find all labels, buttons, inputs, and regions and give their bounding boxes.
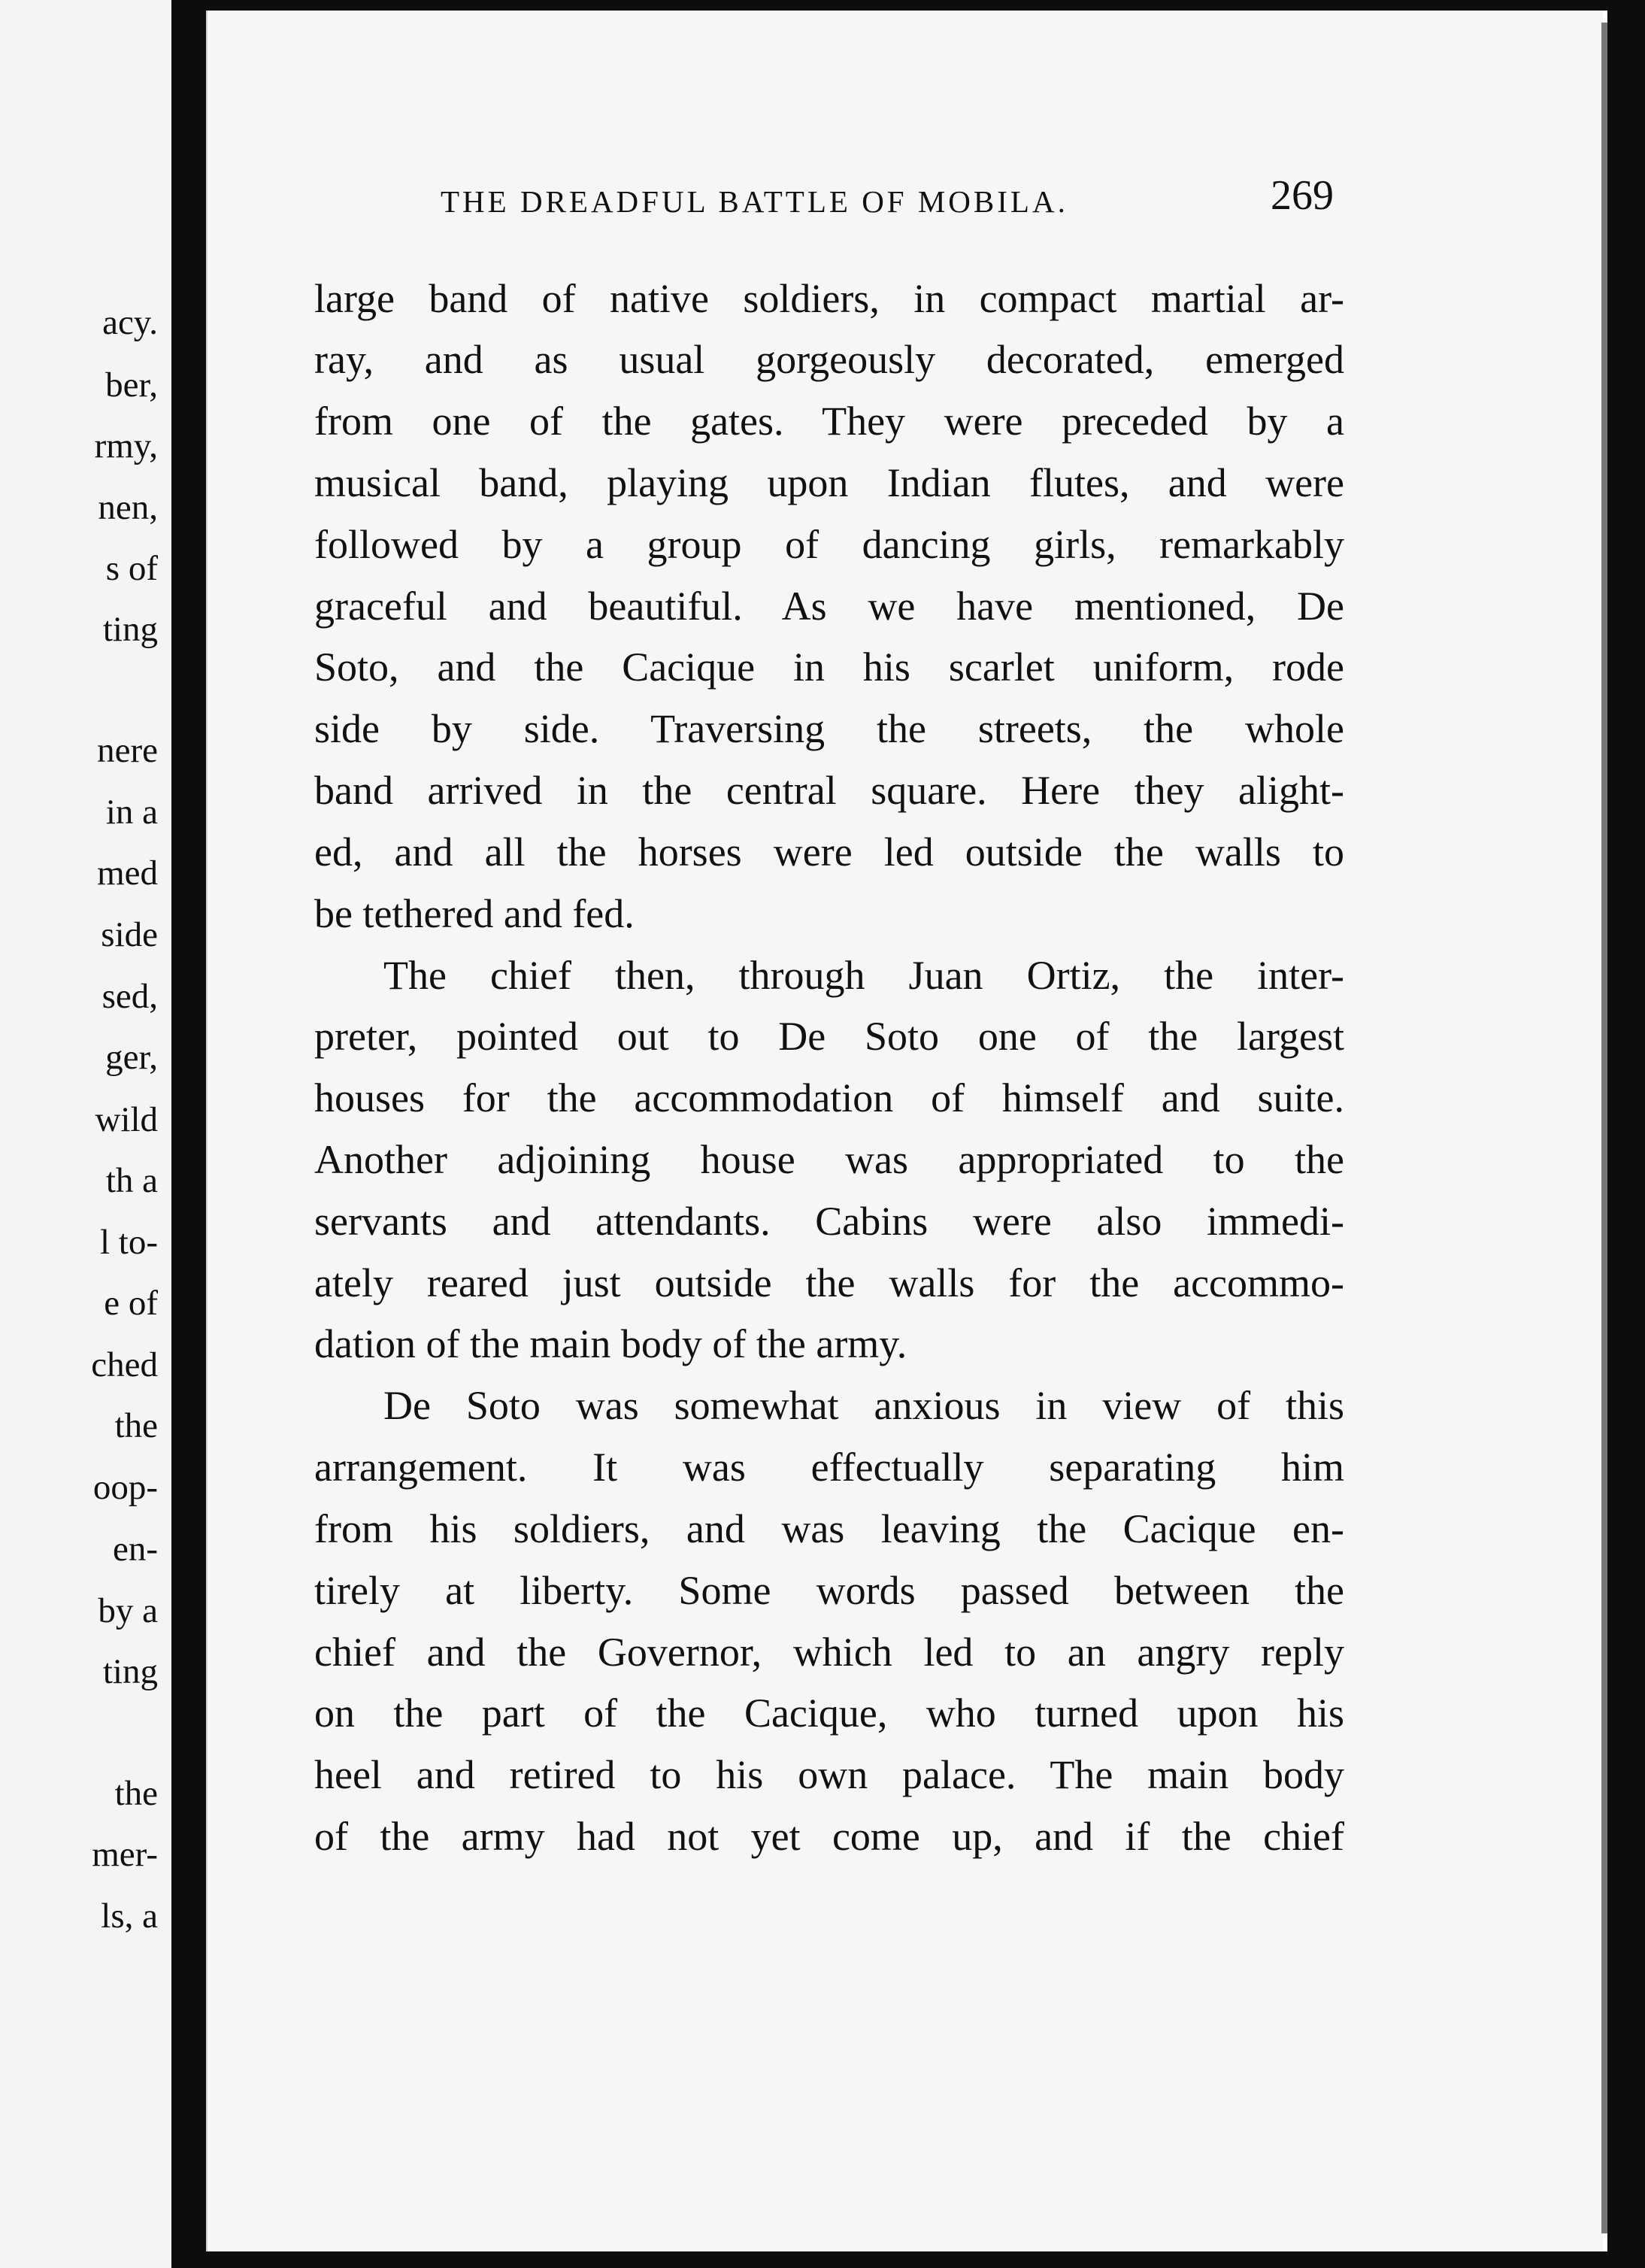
text-line: tirely at liberty. Some words passed between the <box>314 1568 1344 1613</box>
book-gutter <box>171 0 206 2268</box>
text-line: preter, pointed out to De Soto one of the largest <box>314 1014 1344 1059</box>
text-line: servants and attendants. Cabins were also immedi- <box>314 1199 1344 1244</box>
facing-line: ls, a <box>101 1897 158 1936</box>
text-line: De Soto was somewhat anxious in view of this <box>383 1383 1344 1428</box>
text-line: ed, and all the horses were led outside the walls to <box>314 829 1344 875</box>
text-line: graceful and beautiful. As we have mentioned, De <box>314 584 1344 629</box>
text-line: chief and the Governor, which led to an angry reply <box>314 1630 1344 1675</box>
text-line: The chief then, through Juan Ortiz, the inter- <box>383 953 1344 998</box>
facing-line: e of <box>104 1284 158 1323</box>
text-line: from one of the gates. They were preceded by a <box>314 399 1344 444</box>
facing-line: acy. <box>102 303 158 342</box>
facing-page-left <box>0 0 173 2268</box>
facing-line: ber, <box>105 365 158 405</box>
facing-line: the <box>114 1774 158 1813</box>
scan-border-top <box>171 0 1645 11</box>
facing-line: ting <box>102 1652 158 1691</box>
facing-line: the <box>114 1406 158 1445</box>
text-line: side by side. Traversing the streets, the whole <box>314 706 1344 751</box>
text-line: dation of the main body of the army. <box>314 1321 907 1366</box>
facing-line: s of <box>105 549 158 588</box>
text-line: Another adjoining house was appropriated to the <box>314 1137 1344 1182</box>
text-line: heel and retired to his own palace. The main body <box>314 1752 1344 1797</box>
facing-line: wild <box>95 1100 158 1139</box>
text-line: large band of native soldiers, in compact martial ar- <box>314 276 1344 321</box>
text-line: from his soldiers, and was leaving the Cacique en- <box>314 1506 1344 1551</box>
text-line: be tethered and fed. <box>314 891 635 936</box>
text-line: houses for the accommodation of himself and suite. <box>314 1075 1344 1120</box>
text-line: on the part of the Cacique, who turned upon his <box>314 1690 1344 1736</box>
running-head: THE DREADFUL BATTLE OF MOBILA. <box>441 184 1068 219</box>
page-edge <box>1601 23 1607 2233</box>
text-line: arrangement. It was effectually separating him <box>314 1445 1344 1490</box>
facing-line: med <box>97 854 158 893</box>
text-line: ray, and as usual gorgeously decorated, emerged <box>314 337 1344 382</box>
facing-line: sed, <box>101 977 158 1016</box>
page-number: 269 <box>1271 172 1334 219</box>
facing-line: side <box>101 915 158 954</box>
text-line: band arrived in the central square. Here they alight- <box>314 768 1344 813</box>
text-line: of the army had not yet come up, and if the chief <box>314 1814 1344 1859</box>
facing-line: ger, <box>105 1038 158 1077</box>
facing-line: in a <box>105 793 158 832</box>
scan-border-bottom <box>171 2251 1645 2268</box>
scan-border-right <box>1607 0 1645 2268</box>
text-line: musical band, playing upon Indian flutes, and were <box>314 460 1344 505</box>
facing-line: ting <box>102 610 158 649</box>
facing-line: ched <box>91 1345 158 1384</box>
facing-line: l to- <box>99 1223 158 1262</box>
facing-line: mer- <box>92 1835 158 1874</box>
facing-line: en- <box>112 1530 158 1569</box>
text-line: followed by a group of dancing girls, remarkably <box>314 522 1344 567</box>
text-line: ately reared just outside the walls for the accommo- <box>314 1260 1344 1305</box>
text-line: Soto, and the Cacique in his scarlet uniform, rode <box>314 644 1344 690</box>
facing-line: by a <box>98 1591 158 1630</box>
facing-line: th a <box>105 1161 158 1200</box>
facing-line: nen, <box>98 488 158 527</box>
facing-line: nere <box>97 731 158 770</box>
facing-line: oop- <box>92 1468 158 1507</box>
facing-line: rmy, <box>94 426 158 465</box>
